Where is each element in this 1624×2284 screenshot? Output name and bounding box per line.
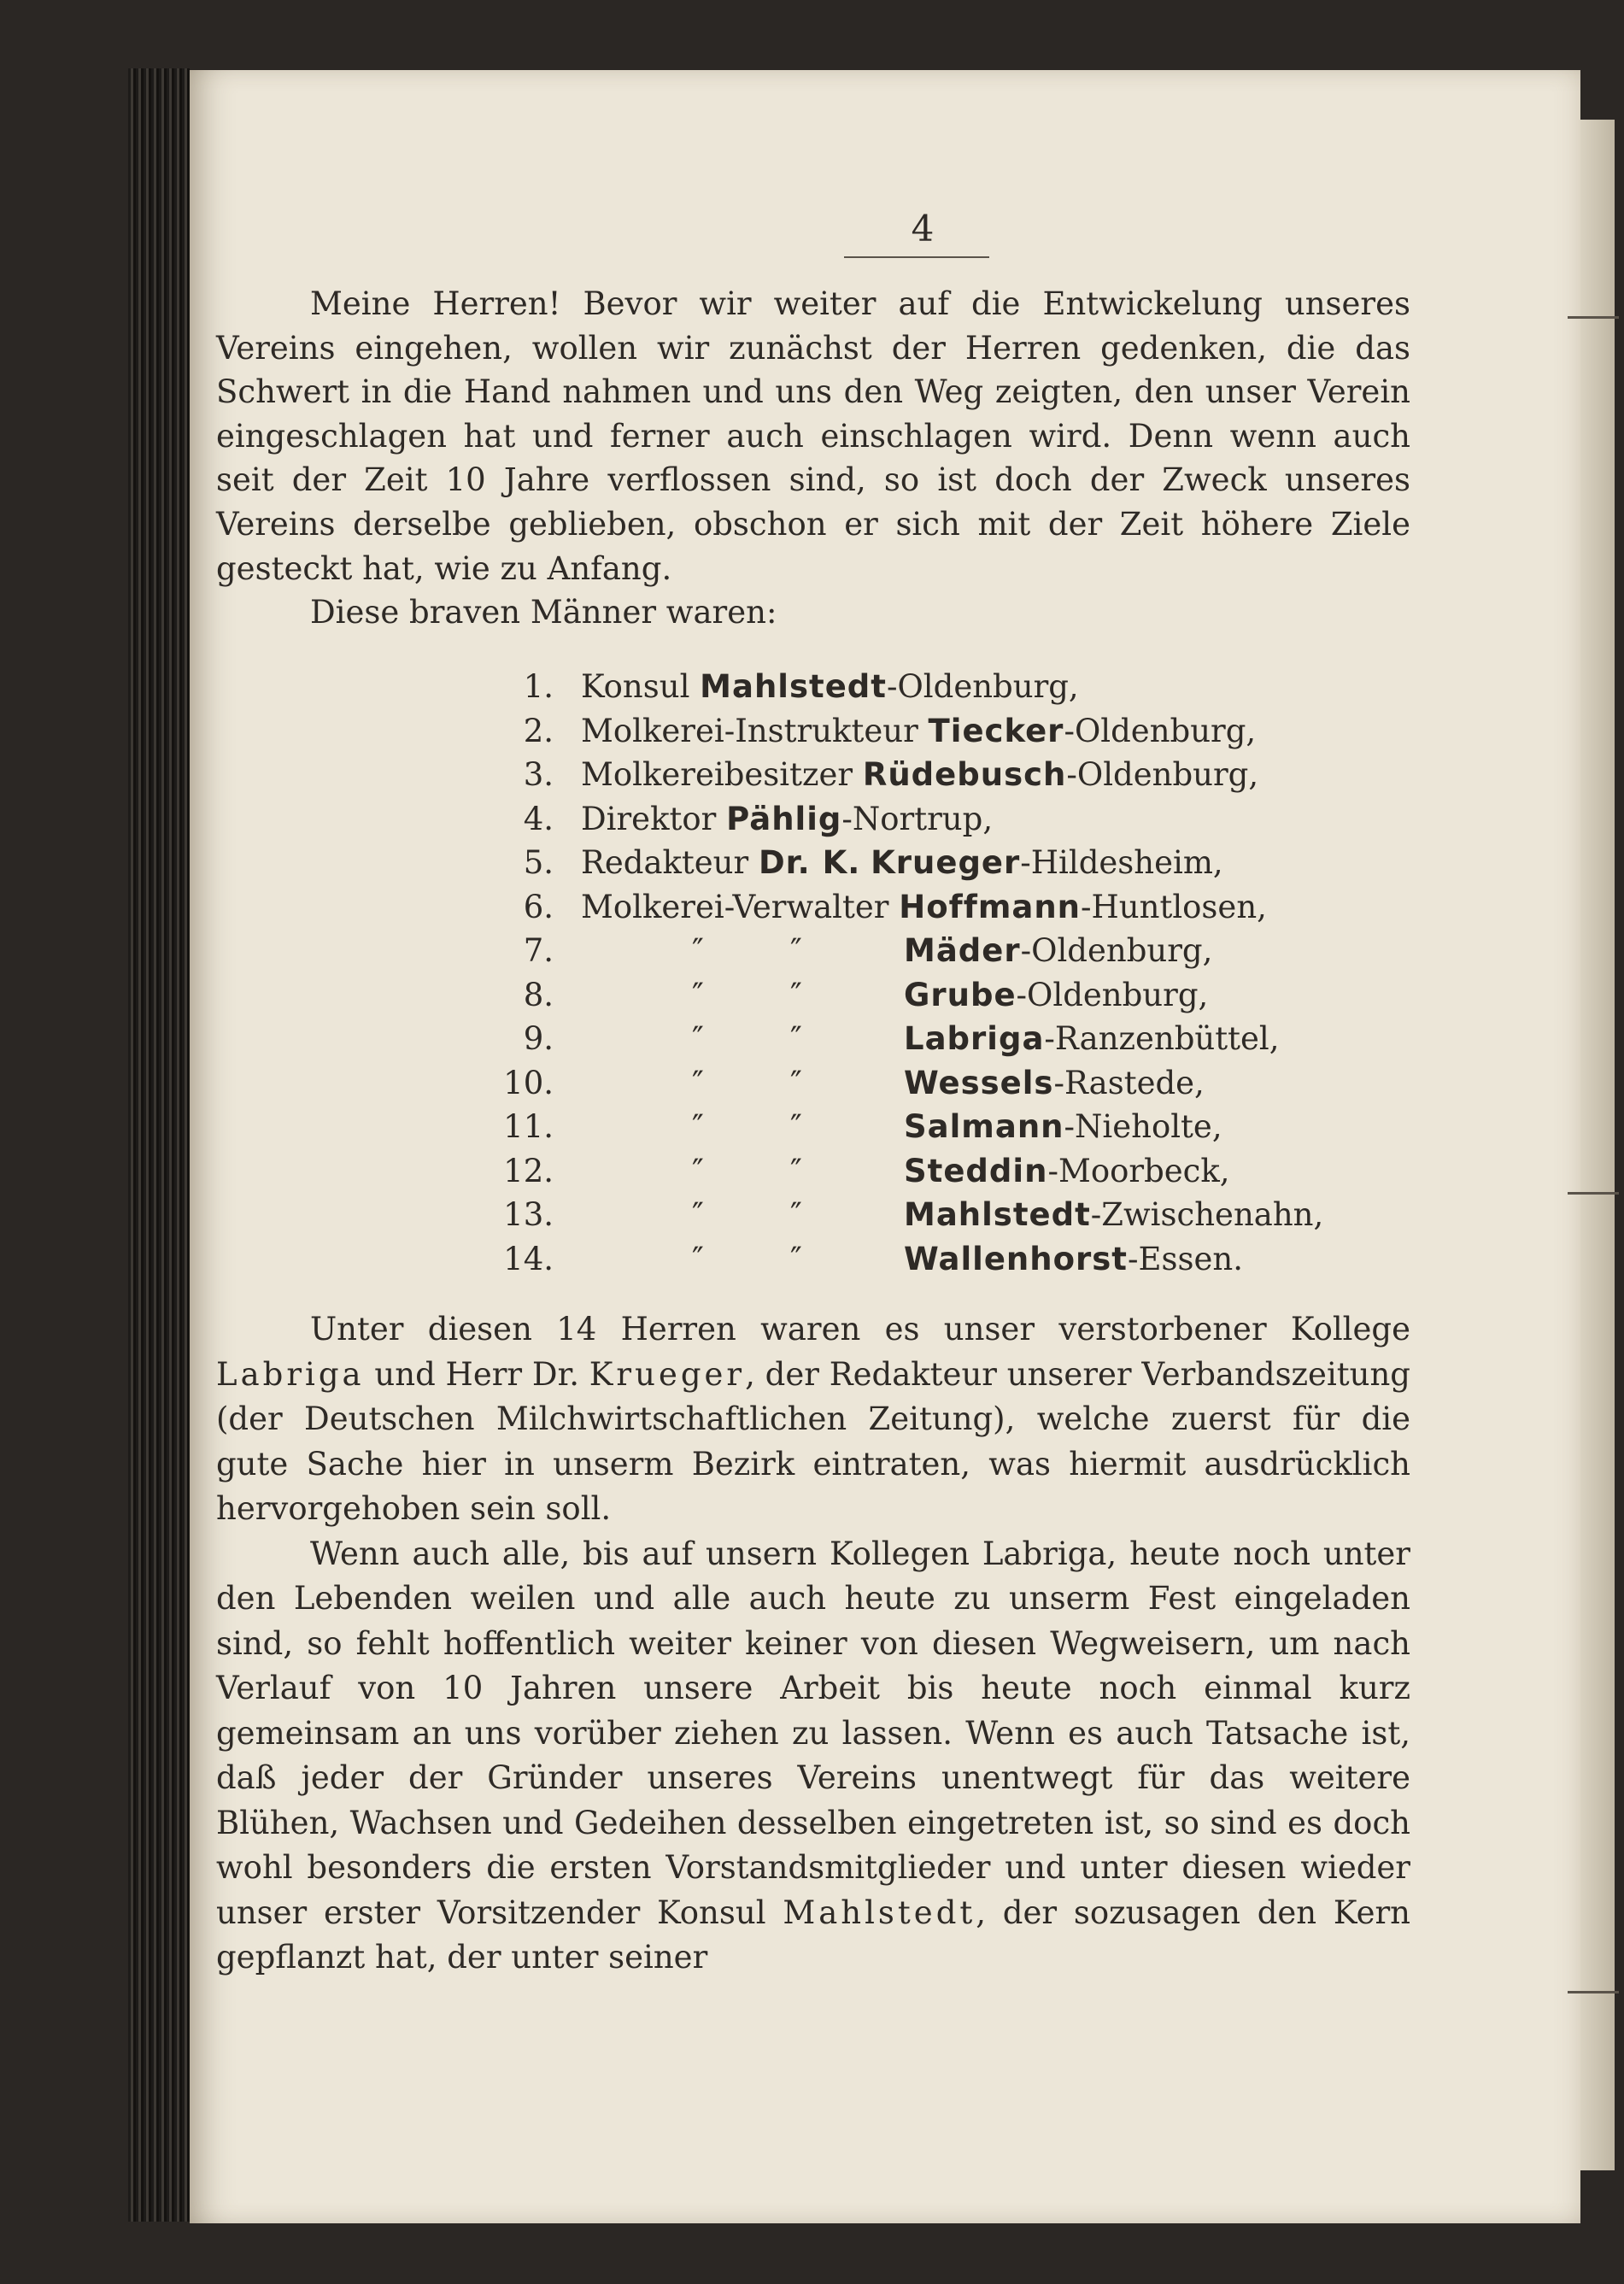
ditto-mark: ″ xyxy=(790,1064,802,1101)
founder-name: Tiecker xyxy=(928,712,1064,749)
name-krueger: Krueger xyxy=(589,1355,746,1393)
book-spine xyxy=(128,68,190,2222)
founder-prefix: Dr. K. xyxy=(758,844,861,881)
founder-place: -Oldenburg, xyxy=(886,668,1079,705)
founder-place: -Zwischenahn, xyxy=(1090,1196,1324,1233)
founder-place: -Huntlosen, xyxy=(1081,888,1267,925)
founder-place: -Oldenburg, xyxy=(1016,976,1209,1013)
item-title: Konsul Mahlstedt-Oldenburg, xyxy=(581,668,1079,705)
founder-name: Mäder xyxy=(904,932,1021,969)
list-item xyxy=(478,797,1418,842)
item-number: 7. xyxy=(523,932,554,969)
paragraph-founders-tribute: Wenn auch alle, bis auf unsern Kollegen Labriga, heute noch unter den Lebenden weilen und alle auch heute zu unserm Fest eingeladen sind, so fehlt hoffentlich weiter keiner von diesen Wegweisern, um nach Verlauf von 10 Jahren unsere Arbeit bis heute noch einmal kurz gemeinsam an uns vorüber ziehen zu lassen. Wenn es auch Tatsache ist, daß jeder der Gründer unseres Vereins unentwegt für das weitere Blühen, Wachsen und Gedeihen desselben eingetreten ist, so sind es doch wohl besonders die ersten Vorstandsmitglieder und unter diesen wieder unser erster Vorsitzender Konsul Mahlstedt, der sozusagen den Kern gepflanzt hat, der unter seiner xyxy=(216,1535,1410,1976)
founder-place: -Oldenburg, xyxy=(1066,756,1259,793)
founder-place: -Ranzenbüttel, xyxy=(1044,1020,1280,1057)
ditto-mark: ″ xyxy=(692,1064,704,1101)
founders-list xyxy=(478,665,1418,1281)
founder-name: Krueger xyxy=(871,844,1021,881)
list-item xyxy=(478,1149,1418,1194)
list-item xyxy=(478,1017,1418,1061)
founder-name: Hoffmann xyxy=(899,888,1082,925)
ditto-mark: ″ xyxy=(790,1108,802,1145)
list-item xyxy=(478,709,1418,754)
list-item xyxy=(478,841,1418,885)
item-number: 14. xyxy=(503,1240,554,1277)
founder-place: -Essen. xyxy=(1127,1240,1243,1277)
ditto-mark: ″ xyxy=(692,1152,704,1189)
founder-name: Wessels xyxy=(904,1064,1054,1101)
name-mahlstedt: Mahlstedt xyxy=(783,1894,976,1931)
founder-place: -Oldenburg, xyxy=(1020,932,1213,969)
founder-name: Steddin xyxy=(904,1152,1048,1189)
list-item xyxy=(478,753,1418,797)
list-item xyxy=(478,1061,1418,1106)
founder-place: -Rastede, xyxy=(1053,1064,1205,1101)
paragraph-founders-note: Unter diesen 14 Herren waren es unser verstorbener Kollege Labriga und Herr Dr. Krueger, der Redakteur unserer Verbandszeitung (der Deutschen Milchwirtschaftlichen Zeitung), welche zuerst für die gute Sache hier in unserm Bezirk eintraten, was hiermit ausdrücklich hervorgehoben sein soll. xyxy=(216,1311,1410,1527)
intro-paragraph: Meine Herren! Bevor wir weiter auf die Entwickelung unseres Vereins eingehen, wollen wir zunächst der Herren gedenken, die das Schwert in die Hand nahmen und uns den Weg zeigten, den unser Verein eingeschlagen hat und ferner auch einschlagen wird. Denn wenn auch seit der Zeit 10 Jahre verflossen sind, so ist doch der Zweck unseres Vereins derselbe geblieben, obschon er sich mit der Zeit höhere Ziele gesteckt hat, wie zu Anfang. xyxy=(216,285,1410,587)
founder-name: Grube xyxy=(904,976,1017,1013)
list-item xyxy=(478,885,1418,930)
founder-name: Mahlstedt xyxy=(700,668,887,705)
founder-place: -Oldenburg, xyxy=(1064,712,1257,749)
list-intro: Diese braven Männer waren: xyxy=(310,594,777,631)
item-title: Molkerei-Instrukteur Tiecker-Oldenburg, xyxy=(581,712,1257,749)
item-title: Redakteur Dr. K. Krueger-Hildesheim, xyxy=(581,844,1223,881)
item-title: Molkereibesitzer Rüdebusch-Oldenburg, xyxy=(581,756,1259,793)
list-item xyxy=(478,1237,1418,1282)
item-number: 9. xyxy=(523,1020,554,1057)
founder-name: Salmann xyxy=(904,1108,1064,1145)
item-number: 6. xyxy=(523,888,554,925)
founder-place: -Nortrup, xyxy=(841,800,994,837)
ditto-mark: ″ xyxy=(790,1020,802,1057)
ditto-mark: ″ xyxy=(790,1152,802,1189)
item-number: 1. xyxy=(523,668,554,705)
founder-place: -Hildesheim, xyxy=(1020,844,1223,881)
binding-stitch xyxy=(1568,316,1619,319)
page-number-rule xyxy=(844,256,989,258)
item-title: Molkerei-Verwalter Hoffmann-Huntlosen, xyxy=(581,888,1267,925)
list-item xyxy=(478,973,1418,1018)
page-number: 4 xyxy=(911,208,935,250)
binding-stitch xyxy=(1568,1192,1619,1195)
item-number: 4. xyxy=(523,800,554,837)
founder-name: Wallenhorst xyxy=(904,1240,1128,1277)
list-item xyxy=(478,1193,1418,1237)
ditto-mark: ″ xyxy=(790,976,802,1013)
ditto-mark: ″ xyxy=(692,976,704,1013)
ditto-mark: ″ xyxy=(692,1196,704,1233)
ditto-mark: ″ xyxy=(790,1196,802,1233)
founder-place: -Nieholte, xyxy=(1064,1108,1222,1145)
item-title: Direktor Pählig-Nortrup, xyxy=(581,800,994,837)
founder-place: -Moorbeck, xyxy=(1047,1152,1230,1189)
ditto-mark: ″ xyxy=(692,1020,704,1057)
list-item xyxy=(478,929,1418,973)
next-page-edge xyxy=(1580,120,1615,2170)
item-number: 3. xyxy=(523,756,554,793)
item-number: 5. xyxy=(523,844,554,881)
list-item xyxy=(478,665,1418,709)
item-number: 13. xyxy=(503,1196,554,1233)
ditto-mark: ″ xyxy=(790,1240,802,1277)
founder-name: Rüdebusch xyxy=(862,756,1067,793)
ditto-mark: ″ xyxy=(790,932,802,969)
founder-name: Labriga xyxy=(904,1020,1045,1057)
item-number: 2. xyxy=(523,712,554,749)
ditto-mark: ″ xyxy=(692,1108,704,1145)
founder-name: Pählig xyxy=(726,800,842,837)
item-number: 8. xyxy=(523,976,554,1013)
name-labriga: Labriga xyxy=(216,1355,365,1393)
binding-stitch xyxy=(1568,1991,1619,1993)
intro-text xyxy=(216,282,1410,635)
item-number: 12. xyxy=(503,1152,554,1189)
item-number: 11. xyxy=(503,1108,554,1145)
ditto-mark: ″ xyxy=(692,1240,704,1277)
body-text xyxy=(216,1307,1410,1981)
ditto-mark: ″ xyxy=(692,932,704,969)
item-number: 10. xyxy=(503,1064,554,1101)
list-item xyxy=(478,1105,1418,1149)
founder-name: Mahlstedt xyxy=(904,1196,1091,1233)
